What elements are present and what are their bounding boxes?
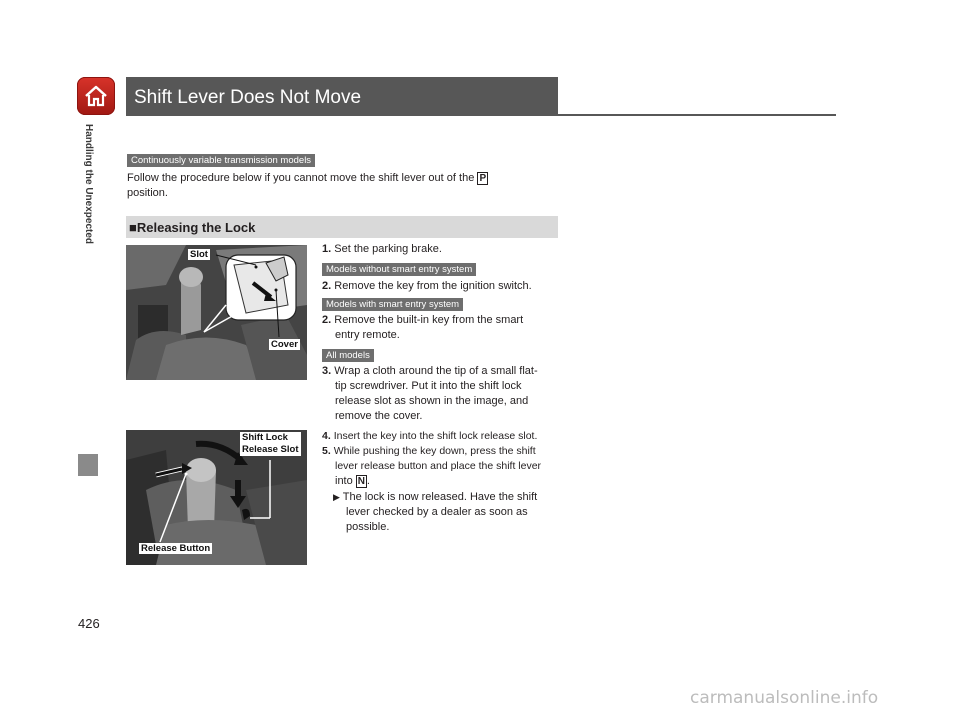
- step-5-line3: [335, 474, 370, 489]
- step-1-text: Set the parking brake.: [334, 243, 442, 255]
- tag-with-smart-entry: Models with smart entry system: [322, 298, 463, 311]
- tag-without-smart-entry: Models without smart entry system: [322, 263, 476, 276]
- step-2b-line1: Remove the built-in key from the smart: [334, 314, 524, 326]
- step-3-number: 3.: [322, 365, 332, 377]
- step-4: [322, 429, 537, 444]
- step-5-line2: lever release button and place the shift lever: [335, 460, 542, 472]
- shift-lock-label-line2: Release Slot: [242, 444, 299, 455]
- step-5-into: into: [335, 475, 353, 487]
- step-2b: [322, 313, 523, 328]
- step-3-line3: release slot as shown in the image, and: [335, 395, 529, 407]
- step-1-number: 1.: [322, 243, 332, 255]
- result-arrow-icon: ▶: [333, 492, 340, 502]
- home-icon[interactable]: [77, 77, 115, 115]
- tag-all-models: All models: [322, 349, 374, 362]
- step-3-line1: Wrap a cloth around the tip of a small flat-: [334, 365, 538, 377]
- sidebar-tab-marker: [78, 454, 98, 476]
- n-position-key: N: [357, 476, 365, 487]
- result-line1: The lock is now released. Have the shift: [342, 491, 538, 503]
- step-2a: [322, 279, 532, 294]
- section-title: [129, 220, 255, 235]
- intro-line1: Follow the procedure below if you cannot move the shift lever out of the: [127, 172, 475, 184]
- step-1: [322, 242, 442, 257]
- watermark: carmanualsonline.info: [690, 688, 879, 708]
- step-4-number: 4.: [322, 430, 331, 442]
- figure-slot-cover-illustration: [126, 245, 307, 380]
- step-3-line4: remove the cover.: [335, 410, 423, 422]
- result-line2: lever checked by a dealer as soon as: [346, 506, 528, 518]
- intro-paragraph: [127, 171, 547, 201]
- result-note: [333, 490, 537, 505]
- step-5: [322, 444, 536, 459]
- slot-label: Slot: [190, 249, 208, 260]
- cover-label: Cover: [271, 339, 298, 350]
- step-2a-text: Remove the key from the ignition switch.: [334, 280, 532, 292]
- step-5-period: .: [366, 475, 370, 487]
- shift-lock-label-line1: Shift Lock: [242, 432, 288, 443]
- page-number: 426: [78, 616, 100, 631]
- step-3: [322, 364, 538, 379]
- figure-slot-cover: [126, 245, 307, 380]
- page-title: Shift Lever Does Not Move: [134, 87, 362, 108]
- section-marker-icon: ■: [129, 220, 137, 235]
- step-4-text: Insert the key into the shift lock release slot.: [333, 430, 538, 442]
- release-button-label: Release Button: [141, 543, 211, 554]
- step-2b-number: 2.: [322, 314, 332, 326]
- sidebar-section-label: Handling the Unexpected: [83, 124, 94, 245]
- shift-lock-release-slot-label: [240, 432, 301, 456]
- step-2b-line2: entry remote.: [335, 329, 400, 341]
- intro-line2: position.: [127, 187, 168, 199]
- section-title-text: Releasing the Lock: [136, 220, 256, 235]
- step-5-number: 5.: [322, 445, 331, 457]
- step-2a-number: 2.: [322, 280, 332, 292]
- figure-shift-lock-release: [126, 430, 307, 565]
- title-underline: [126, 114, 836, 116]
- p-position-key: P: [477, 172, 488, 185]
- tag-cvt-models: Continuously variable transmission models: [127, 154, 315, 167]
- step-3-line2: tip screwdriver. Put it into the shift lock: [335, 380, 522, 392]
- result-line3: possible.: [346, 521, 390, 533]
- step-5-line1: While pushing the key down, press the shift: [333, 445, 536, 457]
